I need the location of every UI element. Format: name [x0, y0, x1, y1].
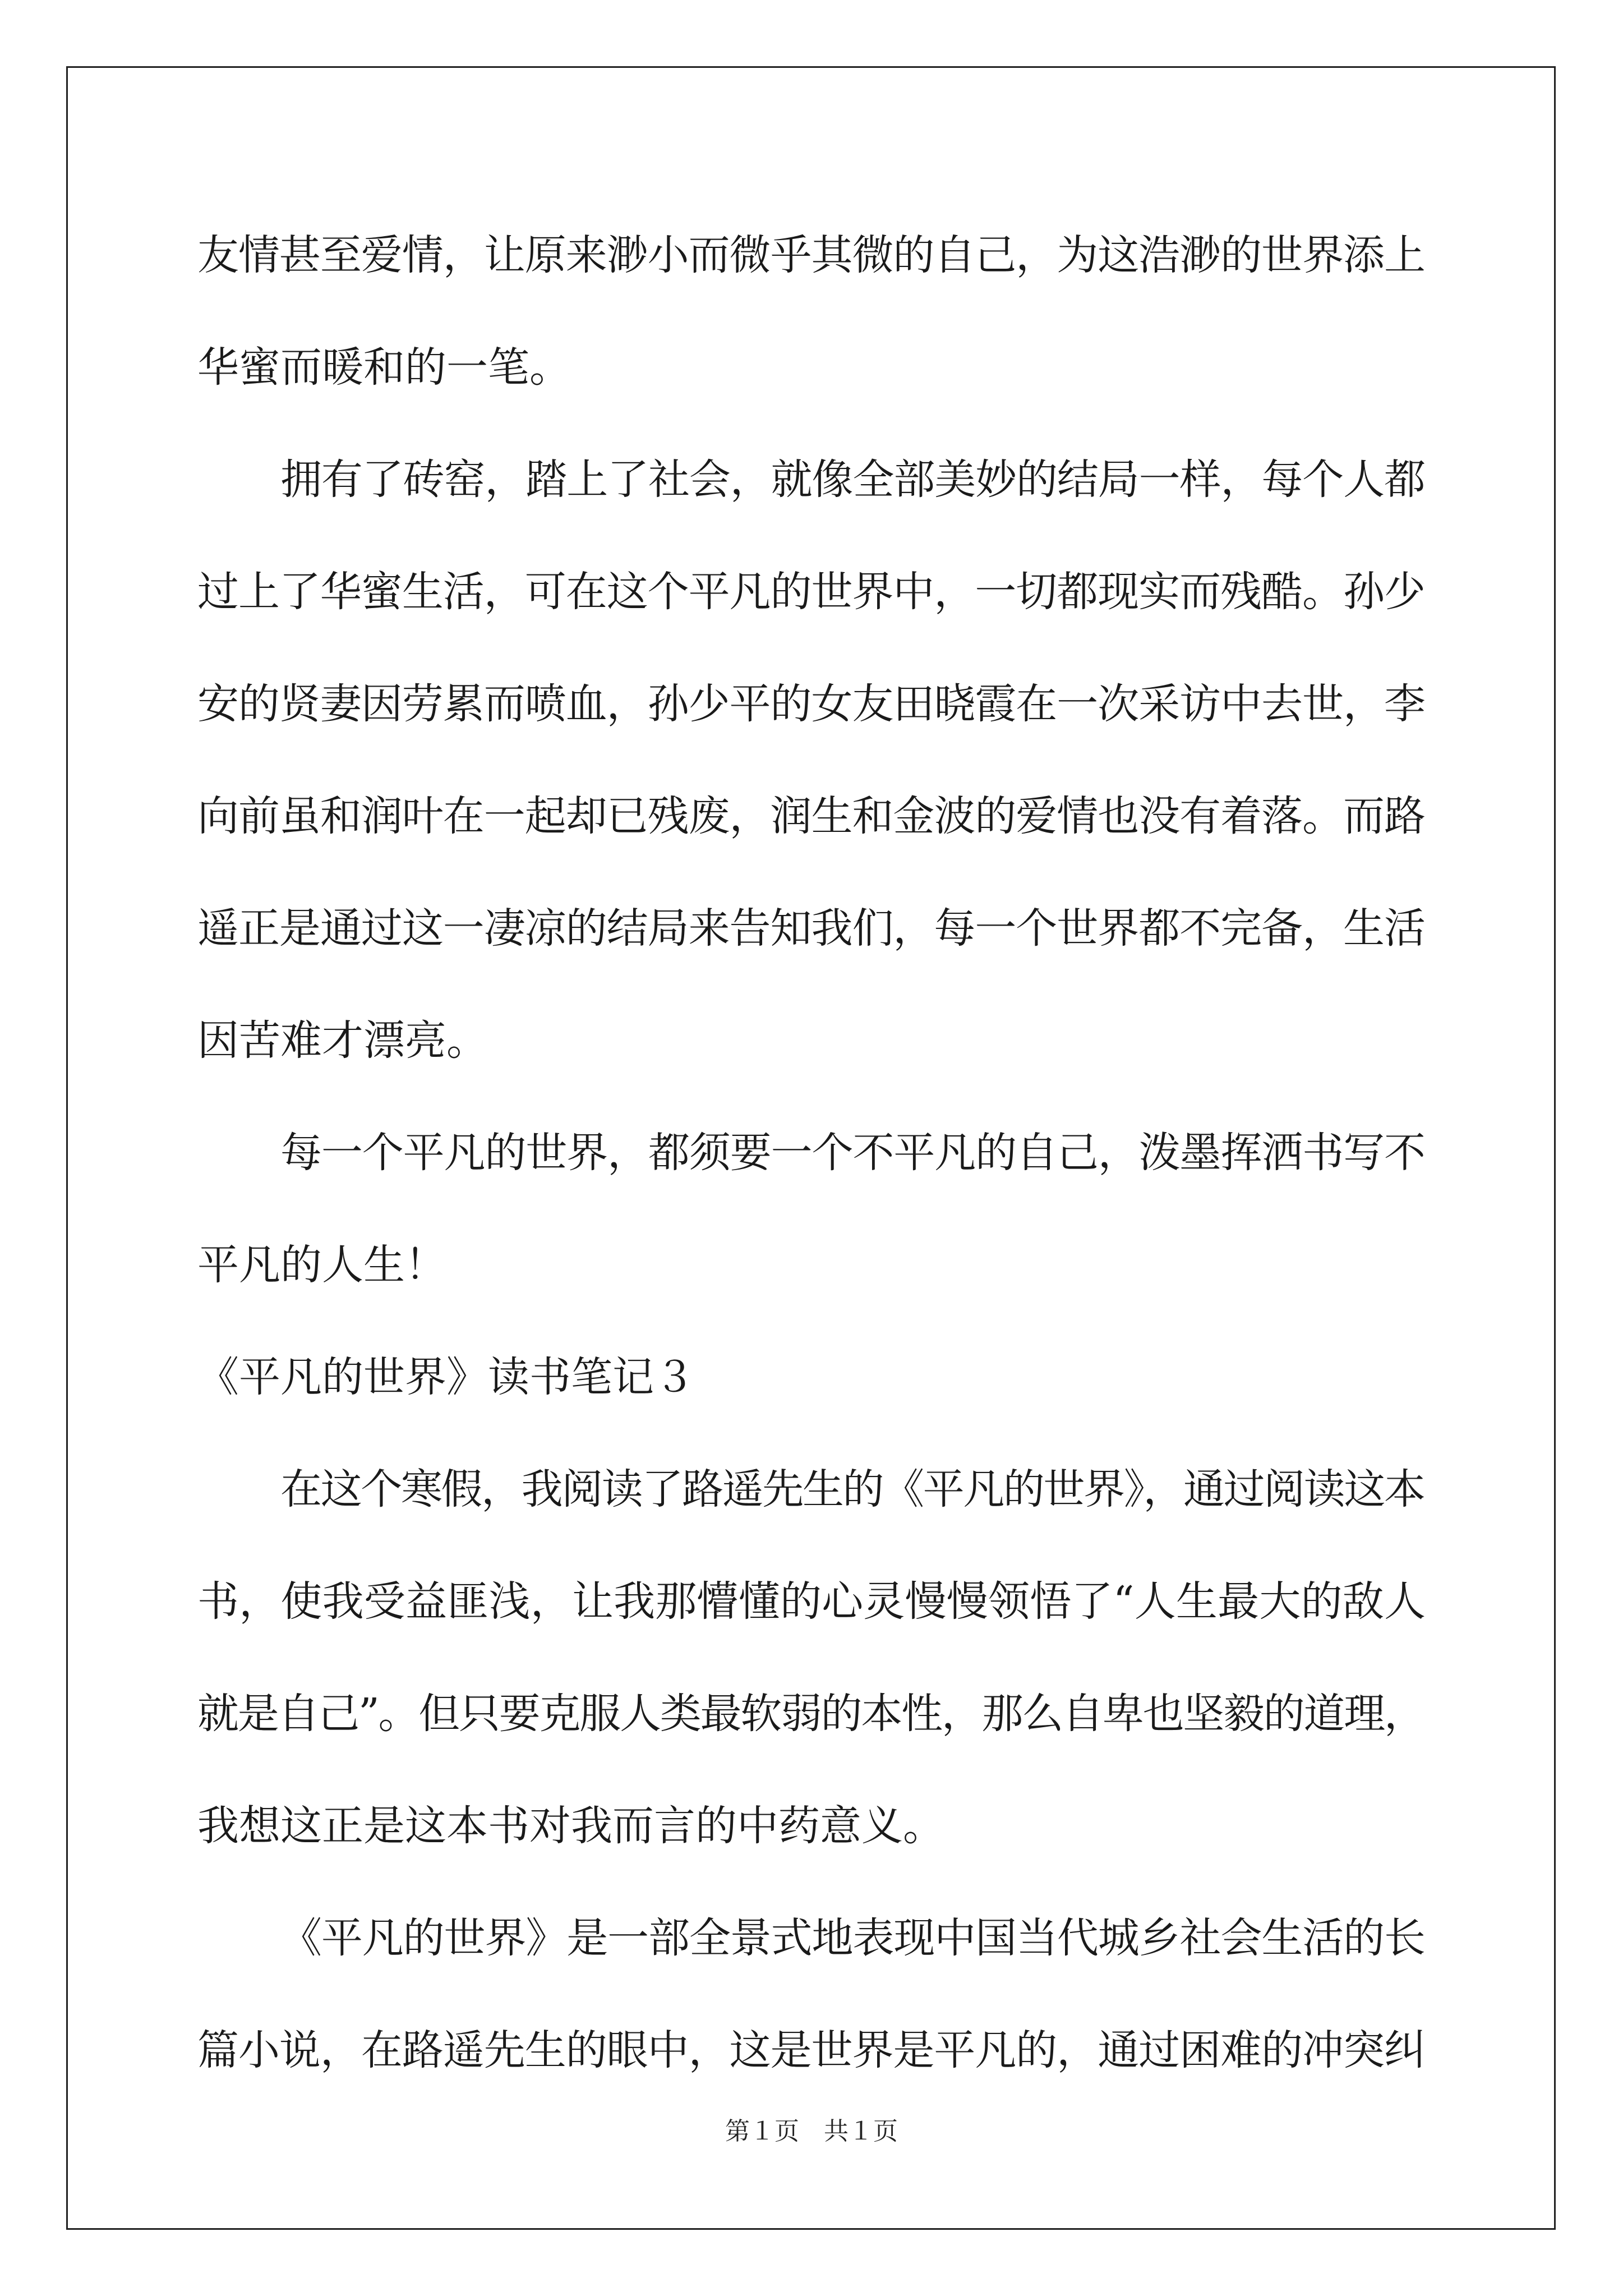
line-text: 因苦难才漂亮。	[197, 1016, 488, 1065]
text-line	[197, 199, 1426, 311]
line-text: 向前虽和润叶在一起却已残废，润生和金波的爱情也没有着落。而路	[197, 792, 1425, 840]
line-text: 书，使我受益匪浅，让我那懵懂的心灵慢慢领悟了“人生最大的敌人	[197, 1577, 1426, 1626]
text-line	[197, 424, 1426, 536]
page-number-footer: 第１页 共１页	[725, 2117, 898, 2146]
text-line	[197, 760, 1426, 872]
line-text: 平凡的人生！	[197, 1241, 446, 1289]
text-line	[197, 311, 1426, 424]
line-text: 篇小说，在路遥先生的眼中，这是世界是平凡的，通过困难的冲突纠	[197, 2026, 1425, 2074]
text-line	[197, 1433, 1426, 1545]
line-text: 华蜜而暖和的一笔。	[197, 343, 571, 392]
line-text: 安的贤妻因劳累而喷血，孙少平的女友田晓霞在一次采访中去世，李	[197, 680, 1425, 728]
text-line	[197, 1097, 1426, 1209]
text-line	[197, 872, 1426, 984]
text-line	[197, 1658, 1426, 1770]
text-line	[197, 1994, 1426, 2106]
section-heading	[197, 1321, 1426, 1433]
line-text: 拥有了砖窑，踏上了社会，就像全部美妙的结局一样，每个人都	[280, 455, 1425, 504]
line-text: 遥正是通过这一凄凉的结局来告知我们，每一个世界都不完备，生活	[197, 904, 1425, 953]
text-line	[197, 648, 1426, 760]
line-text: 《平凡的世界》是一部全景式地表现中国当代城乡社会生活的长	[280, 1914, 1425, 1962]
line-text: 每一个平凡的世界，都须要一个不平凡的自己，泼墨挥洒书写不	[280, 1129, 1425, 1177]
line-text: 我想这正是这本书对我而言的中药意义。	[197, 1802, 944, 1850]
text-line	[197, 536, 1426, 648]
text-line	[197, 1545, 1426, 1658]
line-text: 就是自己”。但只要克服人类最软弱的本性，那么自卑也坚毅的道理，	[197, 1690, 1424, 1738]
line-text: 在这个寒假，我阅读了路遥先生的《平凡的世界》，通过阅读这本	[280, 1465, 1424, 1513]
heading-text: 《平凡的世界》读书笔记３	[197, 1353, 695, 1401]
text-line	[197, 984, 1426, 1097]
line-text: 友情甚至爱情，让原来渺小而微乎其微的自己，为这浩渺的世界添上	[197, 231, 1425, 279]
text-line	[197, 1882, 1426, 1994]
text-line	[197, 1209, 1426, 1321]
text-line	[197, 1770, 1426, 1882]
document-body	[197, 199, 1426, 2106]
line-text: 过上了华蜜生活，可在这个平凡的世界中，一切都现实而残酷。孙少	[197, 568, 1425, 616]
